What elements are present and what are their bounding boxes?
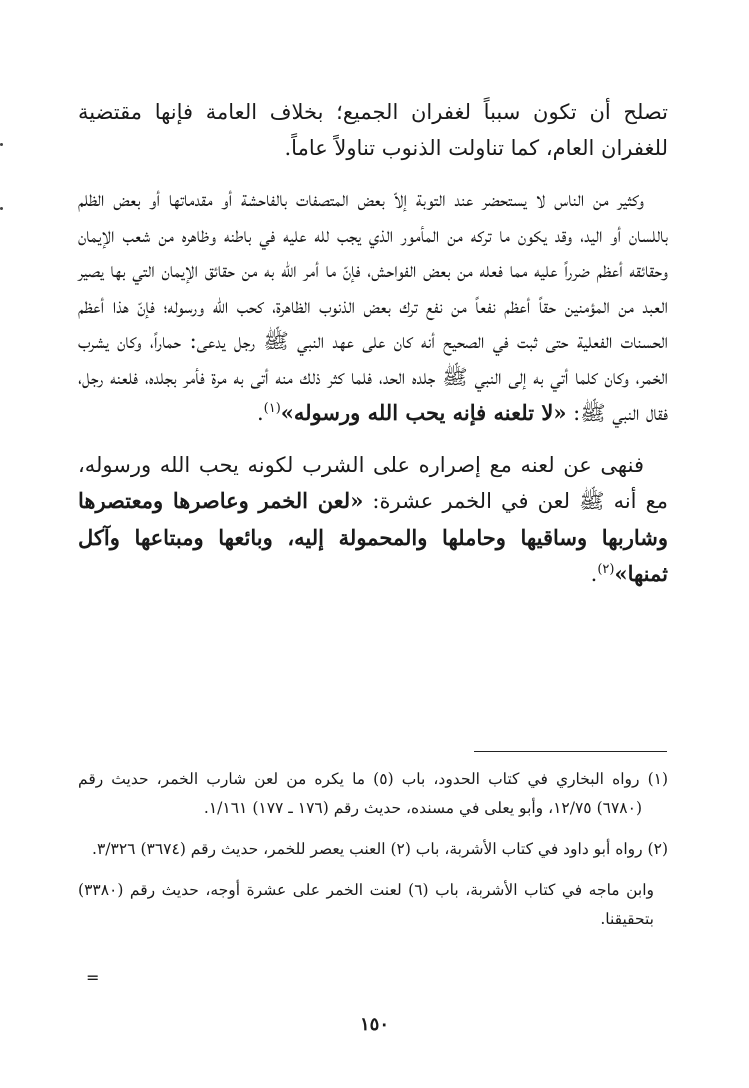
footnote-2: (٢) رواه أبو داود في كتاب الأشربة، باب (٢) العنب يعصر للخمر، حديث رقم (٣٦٧٤) ٣/٣٢٦. [92, 840, 668, 858]
footnote-continuation-mark: = [86, 968, 100, 987]
margin-mark [0, 207, 3, 210]
paragraph-2 [78, 182, 668, 432]
footnote-1: (١) رواه البخاري في كتاب الحدود، باب (٥) ما يكره من لعن شارب الخمر، حديث رقم (٦٧٨٠) ١٢/٧٥، وأبو يعلى في مسنده، حديث رقم (١٧٦ ـ ١٧٧) ١/١٦١. [78, 770, 669, 817]
paragraph-3 [78, 448, 668, 593]
paragraph-3-end: . [590, 562, 598, 586]
footnote-2-continued: وابن ماجه في كتاب الأشربة، باب (٦) لعنت الخمر على عشرة أوجه، حديث رقم (٣٣٨٠) بتحقيقنا. [78, 881, 654, 928]
footnotes [78, 765, 668, 934]
footnote-ref-1[interactable]: (١) [263, 401, 281, 416]
hadith-quote-2: «لعن الخمر وعاصرها ومعتصرها وشاربها وساقيها وحاملها والمحمولة إليه، وبائعها ومبتاعها وآكل ثمنها» [78, 488, 668, 586]
margin-mark [0, 143, 3, 146]
paragraph-3-text: فنهى عن لعنه مع إصراره على الشرب لكونه يحب الله ورسوله، مع أنه ﷺ لعن في الخمر عشرة: [78, 452, 668, 513]
paragraph-1: تصلح أن تكون سبباً لغفران الجميع؛ بخلاف العامة فإنها مقتضية للغفران العام، كما تناولت الذنوب تناولاً عاماً. [78, 100, 668, 160]
footnote-separator [474, 751, 667, 752]
page-number: ١٥٠ [359, 1014, 389, 1035]
main-text [78, 95, 668, 593]
footnote-ref-2[interactable]: (٢) [597, 562, 615, 577]
paragraph-2-end: . [256, 401, 264, 425]
hadith-quote-1: «لا تلعنه فإنه يحب الله ورسوله» [280, 400, 567, 425]
paragraph-2-text: وكثير من الناس لا يستحضر عند التوبة إلاّ بعض المتصفات بالفاحشة أو مقدماتها أو بعض الظلم باللسان أو اليد، وقد يكون ما تركه من المأمور الذي يجب لله عليه في باطنه وظاهره من شعب الإيمان وحقائقه أعظم ضرراً عليه مما فعله من بعض الفواحش، فإنّ ما أمر الله به من حقائق الإيمان التي بها يصير العبد من المؤمنين حقاً أعظم نفعاً من نفع ترك بعض الذنوب الظاهرة، كحب الله ورسوله؛ فإنّ هذا أعظم الحسنات الفعلية حتى ثبت في الصحيح أنه كان على عهد النبي ﷺ رجل يدعى: حماراً، وكان يشرب الخمر، وكان كلما أتي به إلى النبي ﷺ جلده الحد، فلما كثر ذلك منه أتى به مرة فأمر بجلده، فلعنه رجل، فقال النبي ﷺ: [78, 187, 668, 425]
